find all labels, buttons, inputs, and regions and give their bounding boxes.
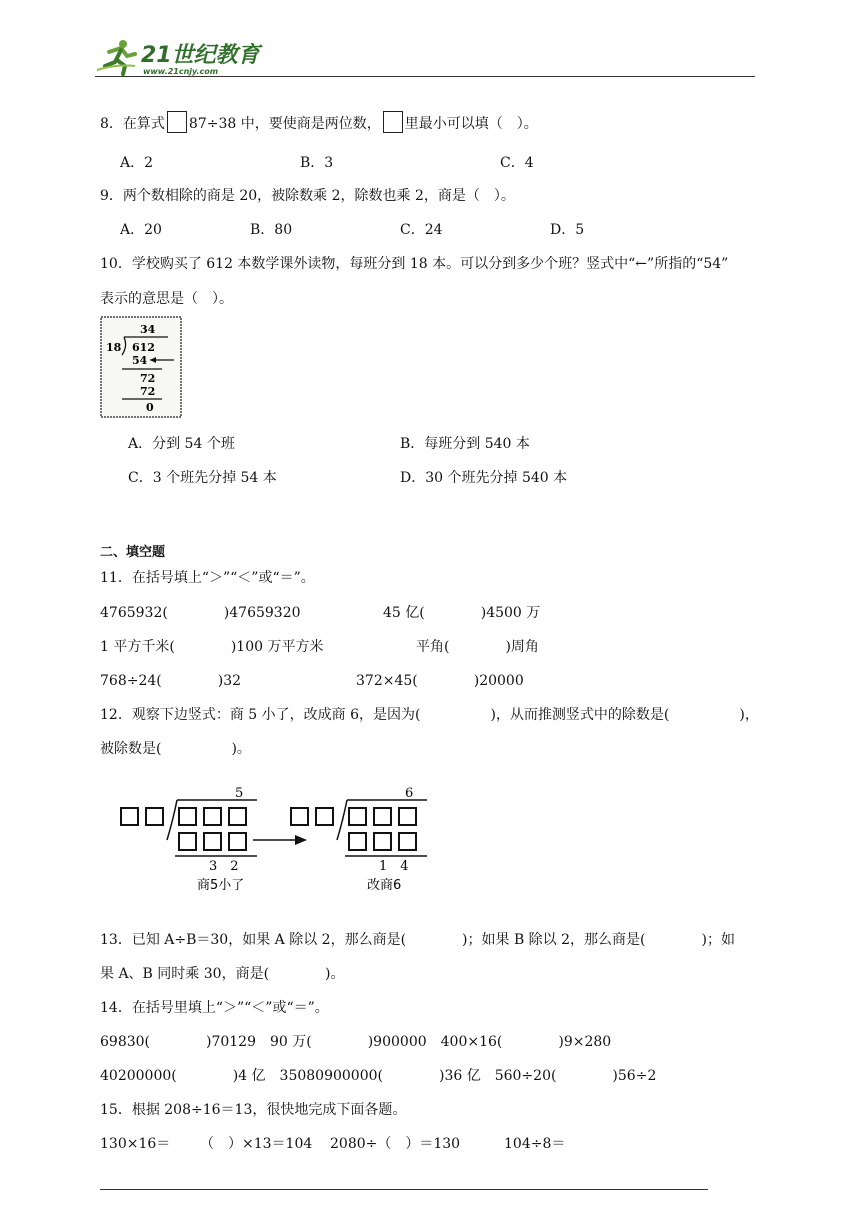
footer-divider bbox=[100, 1189, 708, 1190]
q10-stem-line1: 10．学校购买了 612 本数学课外读物，每班分到 18 本。可以分到多少个班？竖式中“←”所指的“54” bbox=[100, 256, 729, 272]
q15-item[interactable]: 2080÷（ ）＝130 bbox=[330, 1136, 461, 1152]
ld-step2: 72 bbox=[140, 372, 156, 385]
q9-stem: 9．两个数相除的商是 20，被除数乘 2，除数也乘 2，商是（ ）。 bbox=[100, 188, 515, 204]
q15-item[interactable]: 130×16＝ bbox=[100, 1136, 171, 1152]
q10-option-d[interactable]: D．30 个班先分掉 540 本 bbox=[400, 470, 568, 486]
q15-item[interactable]: 104÷8＝ bbox=[504, 1136, 566, 1152]
site-logo bbox=[95, 36, 265, 80]
q13-stem-line2: 果 A、B 同时乘 30，商是( )。 bbox=[100, 966, 345, 982]
q8-option-a[interactable]: A．2 bbox=[120, 155, 154, 171]
q9-option-d[interactable]: D．5 bbox=[550, 222, 585, 238]
header-divider bbox=[95, 76, 755, 77]
q15-item[interactable]: （ ）×13＝104 bbox=[200, 1136, 313, 1152]
runner-icon bbox=[97, 40, 135, 74]
q8-option-c[interactable]: C．4 bbox=[500, 155, 534, 171]
q9-option-b[interactable]: B．80 bbox=[250, 222, 293, 238]
q12-stem-line2: 被除数是( )。 bbox=[100, 741, 251, 757]
logo-text: 21世纪教育 bbox=[141, 43, 260, 68]
q10-stem-line2: 表示的意思是（ ）。 bbox=[100, 291, 233, 307]
q11-item[interactable]: 平角( )周角 bbox=[416, 639, 539, 655]
q12-stem-line1: 12．观察下边竖式：商 5 小了，改成商 6，是因为( )，从而推测竖式中的除数是( )， bbox=[100, 707, 759, 723]
right-caption: 改商6 bbox=[367, 878, 402, 893]
q9-option-c[interactable]: C．24 bbox=[400, 222, 443, 238]
q14-row2[interactable]: 40200000( )4 亿 35080900000( )36 亿 560÷20( )56÷2 bbox=[100, 1068, 657, 1084]
blank-box bbox=[167, 111, 187, 133]
ld-quotient: 34 bbox=[140, 323, 156, 336]
blank-box bbox=[383, 111, 403, 133]
logo-url: www.21cnjy.com bbox=[143, 67, 219, 76]
ld-remainder: 0 bbox=[146, 401, 154, 414]
q14-stem: 14．在括号里填上“＞”“＜”或“＝”。 bbox=[100, 1000, 329, 1016]
quotient-adjust-diagram bbox=[115, 782, 435, 894]
q10-option-a[interactable]: A．分到 54 个班 bbox=[128, 436, 235, 452]
q10-option-c[interactable]: C．3 个班先分掉 54 本 bbox=[128, 470, 277, 486]
left-product-digits: 3 2 bbox=[209, 859, 239, 874]
right-quotient: 6 bbox=[405, 786, 414, 801]
q11-item[interactable]: 4765932( )47659320 bbox=[100, 605, 301, 621]
section-title: 二、填空题 bbox=[100, 545, 166, 560]
left-caption: 商5小了 bbox=[197, 878, 245, 893]
ld-divisor: 18 bbox=[106, 341, 122, 354]
ld-step3: 72 bbox=[140, 385, 156, 398]
ld-dividend: 612 bbox=[132, 341, 155, 354]
left-quotient: 5 bbox=[235, 786, 244, 801]
q8-stem: 8．在算式 87÷38 中，要使商是两位数， 里最小可以填（ ）。 bbox=[100, 111, 538, 133]
q9-option-a[interactable]: A．20 bbox=[120, 222, 162, 238]
q13-stem-line1: 13．已知 A÷B＝30，如果 A 除以 2，那么商是( )；如果 B 除以 2，那么商是( )；如 bbox=[100, 932, 735, 948]
q11-stem: 11．在括号填上“＞”“＜”或“＝”。 bbox=[100, 570, 315, 586]
right-product-digits: 1 4 bbox=[379, 859, 409, 874]
q14-row1[interactable]: 69830( )70129 90 万( )900000 400×16( )9×280 bbox=[100, 1034, 612, 1050]
q8-option-b[interactable]: B．3 bbox=[300, 155, 334, 171]
q11-item[interactable]: 372×45( )20000 bbox=[356, 673, 524, 689]
q11-item[interactable]: 45 亿( )4500 万 bbox=[383, 605, 541, 621]
q15-stem: 15．根据 208÷16＝13，很快地完成下面各题。 bbox=[100, 1102, 407, 1118]
long-division-figure bbox=[100, 316, 182, 418]
q11-item[interactable]: 768÷24( )32 bbox=[100, 673, 242, 689]
ld-step1: 54 bbox=[132, 354, 148, 367]
q11-item[interactable]: 1 平方千米( )100 万平方米 bbox=[100, 639, 324, 655]
q10-option-b[interactable]: B．每班分到 540 本 bbox=[400, 436, 530, 452]
right-arrow-icon bbox=[253, 835, 307, 845]
